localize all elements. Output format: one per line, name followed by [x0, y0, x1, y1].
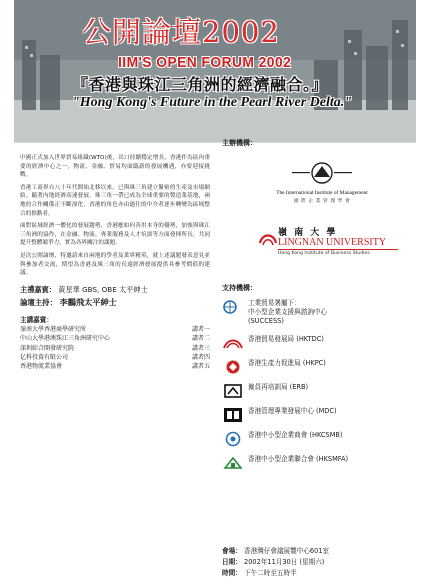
speaker-row	[20, 325, 210, 334]
support-label: 工業貿易署屬下： 中小型企業支援與諮詢中心 (SUCCESS)	[248, 299, 328, 326]
intro-paragraph-3: 面對區域經濟一體化的發展趨勢，香港應如何善用本身的優勢，加強與珠江三角洲的協作，在金融、物流、專業服務及人才培訓等方面發揮所長，共同提升整體競爭力，實為各界關注的課題。	[20, 223, 210, 247]
speaker-org: 嶺南大學香港商學研究所	[20, 326, 87, 334]
intro-paragraph-4: 是次公開論壇，特邀請來自兩地的學者及業界精英，就上述議題發表意見並與參加者交流，期望為香港及珠三角的長遠經濟發展提供具參考價值的建議。	[20, 252, 210, 277]
support-label: 香港生產力促進局 (HKPC)	[248, 358, 326, 367]
time-row	[222, 568, 412, 579]
supporting-organizations	[222, 283, 412, 471]
moderator-label: 論壇主持：	[20, 297, 57, 307]
venue-value: 香港灣仔會議展覽中心601室	[244, 547, 330, 555]
event-details	[222, 546, 412, 579]
support-item	[222, 299, 412, 327]
support-item	[222, 335, 412, 351]
lingnan-rule	[278, 249, 398, 250]
banner	[14, 0, 416, 142]
intro-paragraph-2: 香港工商界自八十年代開始北移以來，已與珠三角建立緊密的生產及市場網絡。隨著內地經濟高速發展，珠三角一帶已成為全球重要的製造業基地，兩地的合作關係正不斷深化，香港的角色亦由過往的中介者逐步轉變為區域整合的推動者。	[20, 184, 210, 217]
support-label: 香港中小型企業商會 (HKCSMB)	[248, 430, 343, 439]
theme-chinese: 『香港與珠江三角洲的經濟融合。』	[72, 75, 329, 94]
lingnan-logo-block	[262, 221, 412, 281]
speaker-org: 亿科投資有限公司	[20, 353, 69, 361]
speaker-org: 香港物流業協會	[20, 363, 63, 371]
support-item	[222, 359, 412, 375]
support-item	[222, 407, 412, 423]
support-heading: 支持機構：	[222, 284, 257, 292]
mdc-logo-icon	[222, 407, 244, 423]
date-value: 2002年11月30日 (星期六)	[244, 558, 325, 566]
forum-title-english: IIM'S OPEN FORUM 2002	[118, 54, 292, 71]
speaker-row	[20, 334, 210, 343]
time-label: 時間：	[222, 569, 242, 577]
lingnan-name-english: LINGNAN UNIVERSITY	[278, 237, 387, 248]
speaker-org: 中山大學港澳珠江三角洲研究中心	[20, 335, 111, 343]
lingnan-emblem-icon	[258, 229, 278, 249]
venue-row	[222, 546, 412, 557]
date-label: 日期：	[222, 558, 242, 566]
speaker-name: 講者五	[191, 363, 210, 371]
speaker-row	[20, 344, 210, 353]
iim-logo-block	[262, 162, 382, 212]
venue-label: 會場：	[222, 547, 242, 555]
speakers-heading: 主講嘉賓：	[20, 315, 53, 324]
success-logo-icon	[222, 299, 244, 315]
lingnan-subtitle: Hong Kong Institute of Business Studies	[278, 251, 370, 256]
support-label: 香港管理專業發展中心 (MDC)	[248, 406, 337, 415]
organizers-column	[222, 138, 412, 577]
hkcsmb-logo-icon	[222, 431, 244, 447]
support-label: 香港中小型企業聯合會 (HKSMFA)	[248, 454, 349, 463]
erb-logo-icon	[222, 383, 244, 399]
forum-title-chinese: 公開論壇2002	[82, 15, 280, 49]
support-label: 僱員再培訓局 (ERB)	[248, 382, 309, 391]
speaker-name: 講者一	[191, 326, 210, 334]
hkpc-logo-icon	[222, 359, 244, 375]
intro-paragraph-1: 中國正式加入世界貿易組織(WTO)後，出口持續穩定增長，香港作為區內重要的經濟中心之一，物流、金融、貿易均面臨新的發展機遇，亦要迎接挑戰。	[20, 155, 210, 179]
speaker-row	[20, 353, 210, 362]
theme-english: "Hong Kong's Future in the Pearl River Delta."	[72, 95, 353, 110]
hktdc-logo-icon	[222, 335, 244, 351]
speaker-org: 深圳綜合開發研究院	[20, 344, 75, 352]
iim-emblem-icon	[292, 162, 352, 184]
support-label: 香港貿易發展局 (HKTDC)	[248, 334, 324, 343]
intro-column	[20, 154, 210, 372]
organizer-heading: 主辦機構：	[222, 139, 257, 147]
iim-name-chinese: 國 際 企 業 管 理 學 會	[293, 199, 351, 204]
moderator-value: 李鵬飛太平紳士	[59, 296, 117, 307]
lingnan-name-chinese: 嶺 南 大 學	[278, 228, 338, 238]
speaker-row	[20, 362, 210, 371]
guest-value: 黃星華 GBS, OBE 太平紳士	[58, 284, 148, 294]
guest-label: 主禮嘉賓：	[20, 284, 56, 294]
date-row	[222, 557, 412, 568]
support-item	[222, 431, 412, 447]
hksmfa-logo-icon	[222, 455, 244, 471]
officiating-guests	[20, 284, 210, 308]
speaker-name: 講者二	[191, 335, 210, 343]
moderator-row	[20, 297, 210, 308]
speaker-name: 講者四	[191, 353, 210, 361]
time-value: 下午二時至五時半	[244, 569, 297, 577]
support-item	[222, 383, 412, 399]
speakers-list	[20, 316, 210, 372]
speaker-name: 講者三	[191, 344, 210, 352]
iim-name: The International Institute of Management	[276, 190, 368, 196]
support-item	[222, 455, 412, 471]
guest-row	[20, 284, 210, 295]
